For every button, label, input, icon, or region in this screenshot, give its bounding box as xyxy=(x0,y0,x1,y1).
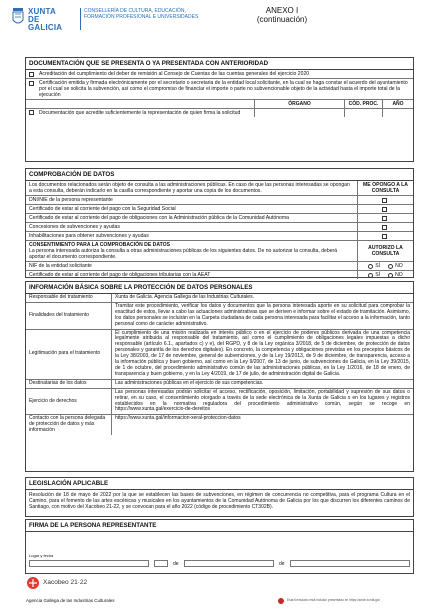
xacobeo-icon xyxy=(26,576,40,590)
xacobeo-logo xyxy=(26,576,106,590)
documentation-item xyxy=(26,79,413,100)
col-year: AÑO xyxy=(382,100,413,108)
legislation-title: LEGISLACIÓN APLICABLE xyxy=(26,478,413,490)
day-field[interactable] xyxy=(154,560,168,567)
yes-label: SÍ xyxy=(375,272,381,278)
data-protection-row xyxy=(26,380,413,389)
documentation-item xyxy=(26,70,413,79)
verification-intro: Los documentos relacionados serán objeto de consulta a las administraciones públicas. En caso de que las personas interesadas se opongan a esta consulta, deberán indicarlo en la casilla correspondiente y aportar una copia de los documentos. xyxy=(29,182,350,194)
verification-intro-row xyxy=(26,181,413,196)
verification-title: COMPROBACIÓN DE DATOS xyxy=(26,169,413,181)
signature-section xyxy=(25,519,414,574)
authorize-header: AUTORIZO LA CONSULTA xyxy=(357,241,413,261)
no-label: NO xyxy=(395,263,403,269)
header-divider xyxy=(80,8,81,30)
brand-line2: DE GALICIA xyxy=(28,15,63,32)
verification-section xyxy=(25,168,414,278)
annex-subtitle: (continuación) xyxy=(256,15,308,24)
verification-item-label: Certificado de estar al corriente del pago de obligaciones con la Administración pública de la Comunidad Autónoma xyxy=(29,215,289,221)
verification-item-label: Inhabilitaciones para obtener subvenciones y ayudas xyxy=(29,233,149,239)
xunta-logo xyxy=(12,6,72,32)
oppose-checkbox[interactable] xyxy=(382,225,387,230)
data-protection-row xyxy=(26,303,413,330)
no-label: NO xyxy=(395,272,403,278)
page-header xyxy=(12,6,430,36)
authorization-title: CONSENTIMIENTO PARA LA COMPROBACIÓN DE DATOS xyxy=(29,242,171,248)
authorize-no-radio[interactable] xyxy=(388,264,393,269)
authorize-yes-radio[interactable] xyxy=(368,273,373,278)
verification-row xyxy=(26,223,413,232)
oppose-header: ME OPONGO A LA CONSULTA xyxy=(357,181,413,195)
annex-title: ANEXO I xyxy=(265,6,299,15)
oppose-checkbox[interactable] xyxy=(382,207,387,212)
authorize-no-radio[interactable] xyxy=(388,273,393,278)
authorization-item-label: Certificado de estar al corriente del pago de obligaciones tributarias con la AEAT xyxy=(29,272,211,278)
month-field[interactable] xyxy=(184,560,274,567)
data-protection-key: Legitimación para el tratamiento xyxy=(26,330,112,379)
data-protection-value: Las administraciones públicas en el ejercicio de sus competencias. xyxy=(115,379,264,386)
data-protection-value: Xunta de Galicia. Agencia Gallega de las Industrias Culturales. xyxy=(115,294,254,300)
annex-heading xyxy=(242,6,322,24)
documentation-section xyxy=(25,57,414,162)
year-field[interactable] xyxy=(382,109,413,117)
yes-label: SÍ xyxy=(375,263,381,269)
verification-item-label: Certificado de estar al corriente del pago con la Seguridad Social xyxy=(29,206,176,212)
data-protection-row xyxy=(26,330,413,380)
data-protection-key: Ejercicio de derechos xyxy=(26,389,112,415)
data-protection-value: https://www.xunta.gal/informacion-xeral-proteccion-datos xyxy=(115,415,241,422)
verification-item-label: DNI/NIE de la persona representante xyxy=(29,197,113,203)
documentation-representation-row xyxy=(26,100,413,117)
col-code: CÓD. PROC. xyxy=(344,100,382,108)
data-protection-row xyxy=(26,415,413,435)
authorization-row xyxy=(26,262,413,271)
verification-row xyxy=(26,214,413,223)
data-protection-value: El cumplimiento de una misión realizada en interés público o en el ejercicio de poderes públicos derivada de una competencia legalmente atribuida al responsable del tratamiento, así como el cumplimiento de obligaciones legales impuestas a dicho responsable (artículo 6.1., apartados c) y e), del RGPD, y 8 de la Ley orgánica 3/2018, de 5 de diciembre, de protección de datos personales y garantía de los derechos digitales). En concreto, la competencia y obligaciones previstas en los preceptos básicos de la Ley 38/2003, de 17 de noviembre, general de subvenciones, y de la Ley 19/2013, de 9 de diciembre, de transparencia, acceso a la información pública y buen gobierno, así como en la Ley 9/2007, de 13 de junio, de subvenciones de Galicia, en la Ley 39/2015, de 1 de octubre, del procedimiento administrativo común de las administraciones públicas, en la Ley 1/2016, de 18 de enero, de transparencia y buen gobierno, y en la Ley 4/2019, de 17 de julio, de administración digital de Galicia. xyxy=(115,329,410,377)
documentation-checkbox-1[interactable] xyxy=(29,72,34,77)
data-protection-value: Tramitar este procedimiento, verificar los datos y documentos que la persona interesada aporte en su solicitud para comprobar la exactitud de estos, llevar a cabo las actuaciones administrativas que se deriven e informar sobre el estado de tramitación. Asimismo, los datos personales se incluirán en la Carpeta ciudadana de cada persona interesada para facilitar el acceso a la información, tanto personal como de carácter administrativo. xyxy=(115,302,410,327)
de-label: de xyxy=(279,561,285,567)
verification-item-label: Concesiones de subvenciones y ayudas xyxy=(29,224,120,230)
documentation-checkbox-3[interactable] xyxy=(29,110,34,115)
legislation-text: Resolución de 18 de mayo de 2022 por la que se establecen las bases de subvenciones, en régimen de concurrencia no competitiva, para el programa Cultura en el Camino, para el fomento de las artes escénicas y musicales en los ayuntamientos de la Comunidad Autónoma de Galicia por los que discurren los diferentes caminos de Santiago, con motivo del Xacobeo 21-22, y se convocan para el año 2022 (código de procedimiento CT302B). xyxy=(29,492,410,510)
oppose-checkbox[interactable] xyxy=(382,216,387,221)
data-protection-value: Las personas interesadas podrán solicitar el acceso, rectificación, oposición, limitación, portabilidad y supresión de sus datos o retirar, en su caso, el consentimiento otorgado a través de la sede electrónica de la Xunta de Galicia o en los lugares y registros establecidos en la normativa reguladora del procedimiento administrativo común, según se recoge en https://www.xunta.gal/exercicio-de-dereitos xyxy=(115,388,410,413)
conselleria-name: CONSELLERÍA DE CULTURA, EDUCACIÓN, FORMACIÓN PROFESIONAL E UNIVERSIDADES xyxy=(84,8,199,20)
oppose-checkbox[interactable] xyxy=(382,234,387,239)
authorize-yes-radio[interactable] xyxy=(368,264,373,269)
data-protection-row xyxy=(26,294,413,303)
documentation-item-label: Certificación emitida y firmada electrónicamente por el secretario o secretaria de la entidad local solicitante, en la cual se haga constar el acuerdo del ayuntamiento por el cual se solicita la subvención, así como el compromiso de financiar el importe o parte no subvencionable objeto de la actividad hasta el importe total de la ejecución xyxy=(39,80,408,98)
verification-row xyxy=(26,205,413,214)
data-protection-key: Destinatarias de los datos xyxy=(26,380,112,388)
de-label: de xyxy=(173,561,179,567)
year-signature-field[interactable] xyxy=(290,560,410,567)
data-protection-section xyxy=(25,281,414,472)
documentation-title: DOCUMENTACIÓN QUE SE PRESENTA O YA PRESENTADA CON ANTERIORIDAD xyxy=(26,58,413,70)
stamp-text: Esta formulario está incluido presentado en https://sede.xunta.gal xyxy=(287,598,380,603)
agency-name: Agencia Gallega de las Industrias Culturales xyxy=(26,598,115,603)
documentation-subheader xyxy=(26,100,413,108)
data-protection-row xyxy=(26,389,413,416)
organ-field[interactable] xyxy=(254,109,344,117)
authorization-row xyxy=(26,271,413,279)
oppose-checkbox[interactable] xyxy=(382,198,387,203)
data-protection-key: Finalidades del tratamiento xyxy=(26,303,112,329)
verification-row xyxy=(26,232,413,241)
col-organ: ÓRGANO xyxy=(254,100,344,108)
xunta-emblem-icon xyxy=(12,8,24,26)
legislation-section xyxy=(25,477,414,517)
data-protection-title: INFORMACIÓN BÁSICA SOBRE LA PROTECCIÓN DE DATOS PERSONALES xyxy=(26,282,413,294)
verification-row xyxy=(26,196,413,205)
documentation-checkbox-2[interactable] xyxy=(29,81,34,86)
seal-icon xyxy=(278,598,284,604)
documentation-item-label: Documentación que acredite suficientemente la representación de quien firma la solicitud xyxy=(39,110,241,116)
authorization-intro: La persona interesada autoriza la consulta a otras administraciones públicas de los siguientes datos. De no autorizar la consulta, deberá aportar el documento correspondiente. xyxy=(29,248,338,260)
place-date-label: Lugar y fecha xyxy=(29,553,54,558)
signature-title: FIRMA DE LA PERSONA REPRESENTANTE xyxy=(26,520,413,532)
brand-line1: XUNTA xyxy=(28,7,56,16)
data-protection-key: Contacto con la persona delegada de protección de datos y más información xyxy=(26,415,112,435)
xacobeo-label: Xacobeo 21·22 xyxy=(43,579,88,586)
place-field[interactable] xyxy=(29,560,149,567)
authorization-intro-row xyxy=(26,241,413,262)
electronic-stamp xyxy=(278,598,418,604)
authorization-item-label: NIF de la entidad solicitante xyxy=(29,263,92,269)
data-protection-key: Responsable del tratamiento xyxy=(26,294,112,302)
code-field[interactable] xyxy=(344,109,382,117)
documentation-item-label: Acreditación del cumplimiento del deber de remisión al Consejo de Cuentas de las cuentas generales del ejercicio 2020 xyxy=(39,71,310,77)
